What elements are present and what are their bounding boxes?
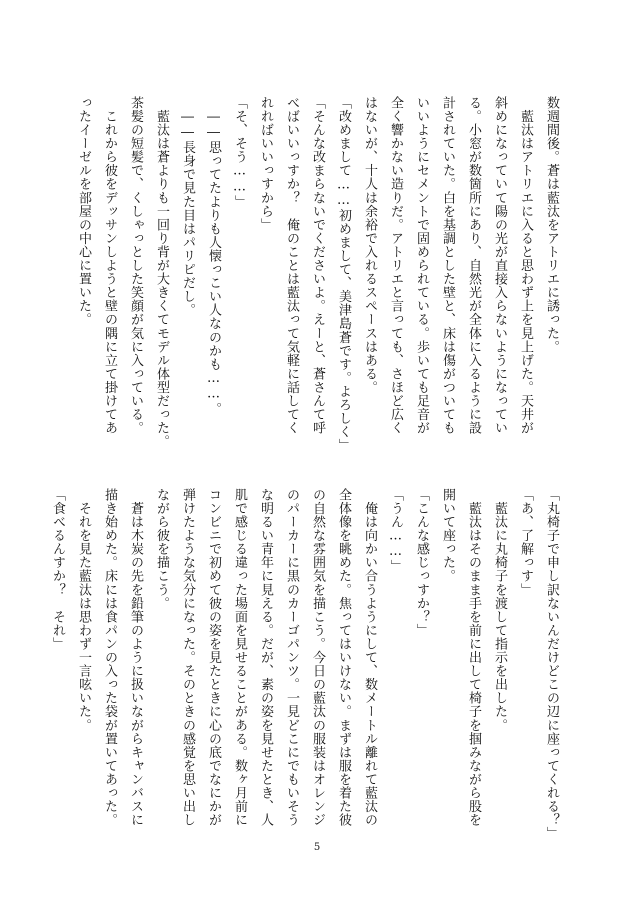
lower-line: 全体像を眺めた。焦ってはいけない。まずは服を着た彼 [336,488,351,827]
lower-line: 藍汰はそのまま手を前に出して椅子を掴みながら股を [466,488,481,827]
upper-line: 「改めまして……初めまして、美津島蒼です。よろしく」 [336,96,351,453]
lower-line: 俺は向かい合うようにして、数メートル離れて藍汰の [362,488,377,827]
upper-line: 数週間後。蒼は藍汰をアトリエに誘った。 [544,96,559,354]
upper-line: 「そんな改まらないでくださいよ。えーと、蒼さんて呼 [310,96,325,435]
upper-line: ――長身で見た目はパリピだし。 [180,96,195,317]
upper-line: 茶髪の短髪で、くしゃっとした笑顔が気に入っている。 [128,96,143,435]
lower-text-block [44,488,564,872]
lower-line: 「こんな感じっすか？」 [414,488,429,638]
upper-line: れればいいっすから」 [258,96,273,232]
upper-line: べばいいっすか？ 俺のことは藍汰って気軽に話してく [284,96,299,435]
upper-line: いいようにセメントで固められている。歩いても足音が [414,96,429,435]
lower-line: のパーカーに黒のカーゴパンツ。一見どこにでもいそう [284,488,299,827]
upper-line: はないが、十人は余裕で入れるスペースはある。 [362,96,377,395]
lower-line: 藍汰に丸椅子を渡して指示を出した。 [492,488,507,732]
lower-line: の自然な雰囲気を描こう。今日の藍汰の服装はオレンジ [310,488,325,827]
lower-line: ながら彼を描こう。 [154,488,169,610]
upper-line: 「そ、そう……」 [232,96,247,209]
lower-line: それを見た藍汰は思わず一言呟いた。 [76,488,91,732]
upper-line: 計されていた。白を基調とした壁と、床は傷がついても [440,96,455,435]
upper-line: ――思ってたよりも人懐っこい人なのかも……。 [206,96,221,416]
upper-line: る。小窓が数箇所にあり、自然光が全体に入るように設 [466,96,481,435]
upper-line: 藍汰はアトリエに入ると思わず上を見上げた。天井が [518,96,533,435]
upper-line: これから彼をデッサンしようと壁の隅に立て掛けてあ [102,96,117,435]
upper-line: 藍汰は蒼よりも一回り背が大きくてモデル体型だった。 [154,96,169,449]
lower-line: 開いて座った。 [440,488,455,583]
lower-line: 弾けたような気分になった。そのときの感覚を思い出し [180,488,195,827]
lower-line: コンビニで初めて彼の姿を見たときに心の底でなにかが [206,488,221,827]
lower-line: 「うん……」 [388,488,403,574]
lower-line: な明るい青年に見える。だが、素の姿を見せたとき、人 [258,488,273,827]
lower-line: 描き始めた。床には食パンの入った袋が置いてあった。 [102,488,117,827]
lower-line: 肌で感じる違った場面を見せることがある。数ヶ月前に [232,488,247,827]
upper-text-block [70,96,564,476]
upper-line: 斜めになっていて陽の光が直接入らないようになってい [492,96,507,435]
upper-line: ったイーゼルを部屋の中心に置いた。 [76,96,91,327]
lower-line: 「あ、了解っす」 [518,488,533,597]
upper-line: 全く響かない造りだ。アトリエと言っても、さほど広く [388,96,403,435]
lower-line: 蒼は木炭の先を鉛筆のように扱いながらキャンバスに [128,488,143,827]
lower-line: 「丸椅子で申し訳ないんだけどこの辺に座ってくれる？」 [544,488,559,841]
page-number: 5 [313,842,321,853]
lower-line: 「食べるんすか？ それ」 [50,488,65,651]
